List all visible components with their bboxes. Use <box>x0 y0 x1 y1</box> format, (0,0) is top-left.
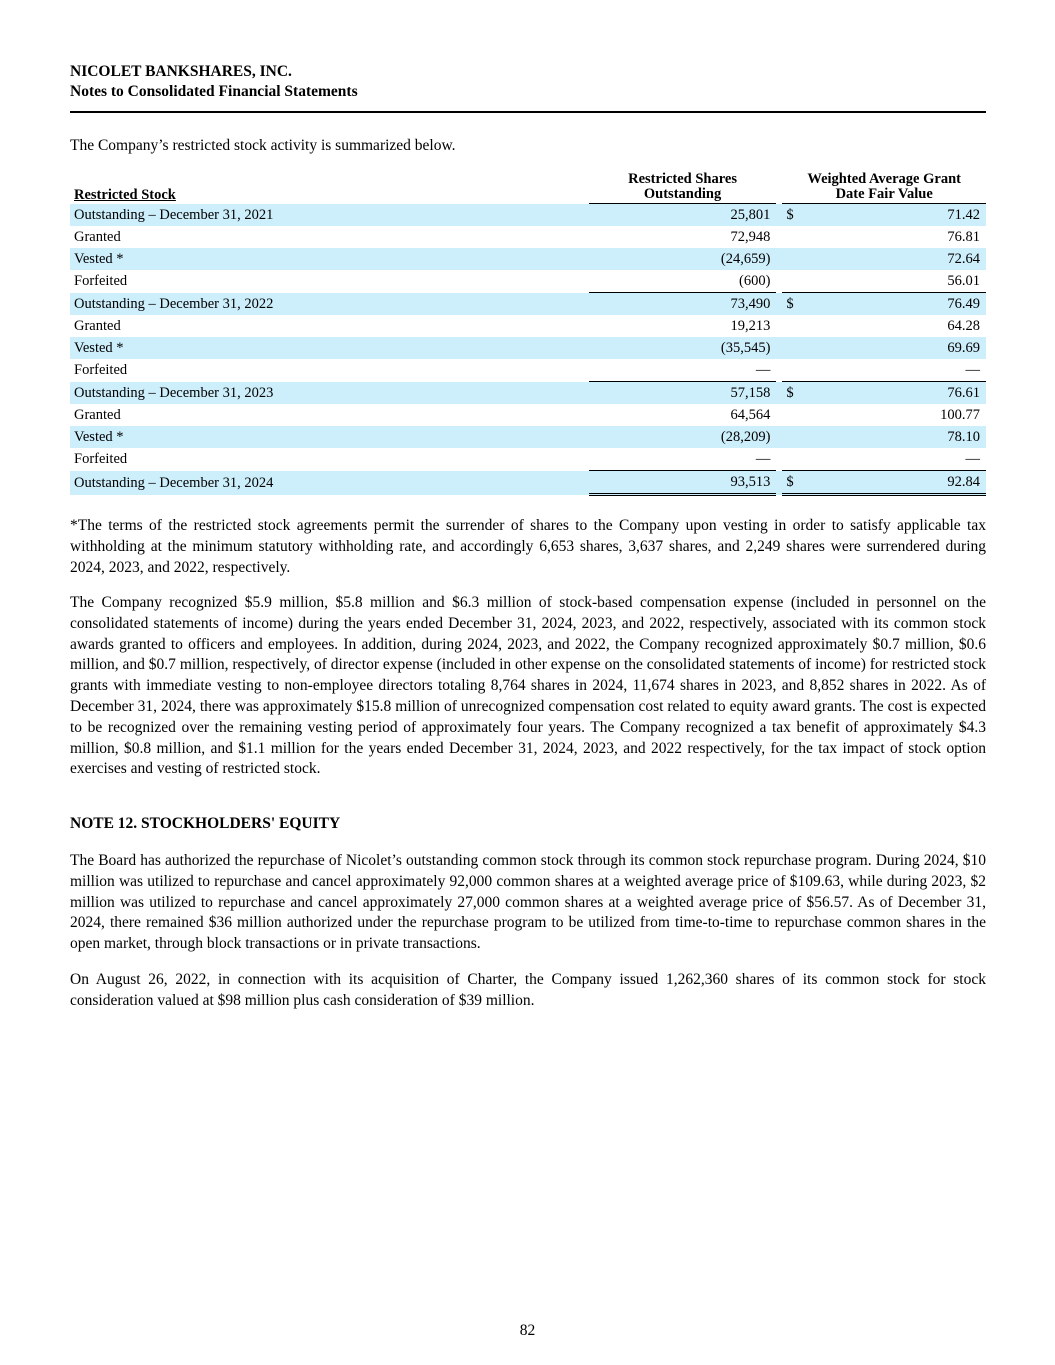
row-label: Vested * <box>70 248 589 270</box>
row-label: Vested * <box>70 426 589 448</box>
row-shares: — <box>755 362 771 378</box>
row-shares: 25,801 <box>589 204 777 227</box>
table-row <box>70 204 986 227</box>
header-rule <box>70 111 986 113</box>
row-dollar-sign <box>782 315 804 337</box>
row-dollar-sign <box>782 226 804 248</box>
row-shares: (28,209) <box>589 426 777 448</box>
table-row <box>70 404 986 426</box>
table-row <box>70 359 986 382</box>
row-shares: 73,490 <box>589 293 777 316</box>
row-label: Forfeited <box>74 362 128 379</box>
row-fair-value: 92.84 <box>804 471 986 495</box>
row-fair-value: 64.28 <box>947 318 980 334</box>
row-fair-value: 76.81 <box>947 229 980 245</box>
table-row <box>70 382 986 405</box>
page-header <box>70 62 986 102</box>
row-fair-value: 78.10 <box>804 426 986 448</box>
table-row <box>70 248 986 270</box>
row-label: Outstanding – December 31, 2024 <box>70 471 589 495</box>
row-dollar-sign <box>782 337 804 359</box>
row-dollar-sign: $ <box>782 293 804 316</box>
repurchase-paragraph: The Board has authorized the repurchase of Nicolet’s outstanding common stock through its common stock repurchase program. During 2024, $10 million was utilized to repurchase and cancel approximately 92,000 common shares at a weighted average price of $109.63, while during 2023, $2 million was utilized to repurchase and cancel approximately 27,000 common shares at a weighted average price of $56.57. As of December 31, 2024, there remained $36 million authorized under the repurchase program to be utilized from time-to-time to repurchase common shares in the open market, through block transactions or in private transactions. <box>70 852 986 953</box>
row-dollar-sign: $ <box>782 471 804 495</box>
acquisition-paragraph: On August 26, 2022, in connection with its acquisition of Charter, the Company issued 1,262,360 shares of its common stock for stock consideration valued at $98 million plus cash consideration of $39 million. <box>70 971 986 1009</box>
row-fair-value: — <box>965 451 980 467</box>
row-fair-value: 76.61 <box>804 382 986 405</box>
row-dollar-sign <box>782 404 804 426</box>
row-fair-value: 76.49 <box>804 293 986 316</box>
table-row <box>70 337 986 359</box>
row-fair-value: 69.69 <box>804 337 986 359</box>
page-number: 82 <box>519 1322 536 1339</box>
row-label: Forfeited <box>74 451 128 468</box>
table-row <box>70 315 986 337</box>
table-row <box>70 471 986 495</box>
note-12-heading: NOTE 12. STOCKHOLDERS' EQUITY <box>70 815 341 832</box>
row-fair-value: 100.77 <box>940 407 980 423</box>
company-name: NICOLET BANKSHARES, INC. <box>70 63 292 80</box>
row-shares: 19,213 <box>730 318 771 334</box>
restricted-stock-table <box>70 172 986 496</box>
col-header-value-line2: Date Fair Value <box>835 186 933 202</box>
table-row <box>70 448 986 471</box>
col-header-fair-value <box>782 172 986 204</box>
table-row <box>70 426 986 448</box>
row-shares: (600) <box>738 273 771 289</box>
row-fair-value: — <box>965 362 980 378</box>
row-dollar-sign <box>782 448 804 471</box>
col-header-shares-line1: Restricted Shares <box>628 171 737 187</box>
row-label: Granted <box>74 229 121 245</box>
row-shares: (35,545) <box>589 337 777 359</box>
row-fair-value: 56.01 <box>947 273 980 289</box>
col-header-shares-line2: Outstanding <box>643 186 722 202</box>
row-shares: 93,513 <box>589 471 777 495</box>
table-header-row <box>70 172 986 204</box>
row-shares: 57,158 <box>589 382 777 405</box>
row-label: Granted <box>74 318 121 334</box>
table-intro: The Company’s restricted stock activity is summarized below. <box>70 137 456 154</box>
document-subtitle: Notes to Consolidated Financial Statements <box>70 83 358 100</box>
row-label: Outstanding – December 31, 2022 <box>70 293 589 316</box>
row-dollar-sign <box>782 270 804 293</box>
col-header-restricted-stock: Restricted Stock <box>74 186 176 203</box>
table-row <box>70 270 986 293</box>
row-shares: 64,564 <box>730 407 771 423</box>
row-label: Outstanding – December 31, 2021 <box>70 204 589 227</box>
row-shares: — <box>755 451 771 467</box>
row-fair-value: 71.42 <box>804 204 986 227</box>
table-row <box>70 293 986 316</box>
row-shares: (24,659) <box>589 248 777 270</box>
row-label: Outstanding – December 31, 2023 <box>70 382 589 405</box>
row-dollar-sign <box>782 248 804 270</box>
row-dollar-sign <box>782 359 804 382</box>
row-dollar-sign <box>782 426 804 448</box>
row-label: Forfeited <box>74 273 128 290</box>
row-dollar-sign: $ <box>782 382 804 405</box>
col-header-shares <box>589 172 777 204</box>
row-label: Vested * <box>70 337 589 359</box>
compensation-paragraph: The Company recognized $5.9 million, $5.8 million and $6.3 million of stock-based compensation expense (included in personnel on the consolidated statements of income) during the years ended December 31, 2024, 2023, and 2022, respectively, associated with its common stock awards granted to officers and employees. In addition, during 2024, 2023, and 2022, the Company recognized approximately $0.7 million, $0.6 million, and $0.7 million, respectively, of director expense (included in other expense on the consolidated statements of income) for restricted stock grants with immediate vesting to non-employee directors totaling 8,764 shares in 2024, 11,674 shares in 2023, and 8,852 shares in 2022. As of December 31, 2024, there was approximately $15.8 million of unrecognized compensation cost related to equity award grants. The cost is expected to be recognized over the remaining vesting period of approximately four years. The Company recognized a tax benefit of approximately $4.3 million, $0.8 million, and $1.1 million for the years ended December 31, 2024, 2023, and 2022 respectively, for the tax impact of stock option exercises and vesting of restricted stock. <box>70 594 986 778</box>
table-row <box>70 226 986 248</box>
vesting-footnote: *The terms of the restricted stock agreements permit the surrender of shares to the Company upon vesting in order to satisfy applicable tax withholding at the minimum statutory withholding rate, and accordingly 6,653 shares, 3,637 shares, and 2,249 shares were surrendered during 2024, 2023, and 2022, respectively. <box>70 517 986 576</box>
col-header-value-line1: Weighted Average Grant <box>807 171 961 187</box>
row-fair-value: 72.64 <box>804 248 986 270</box>
row-shares: 72,948 <box>730 229 771 245</box>
row-dollar-sign: $ <box>782 204 804 227</box>
row-label: Granted <box>74 407 121 423</box>
